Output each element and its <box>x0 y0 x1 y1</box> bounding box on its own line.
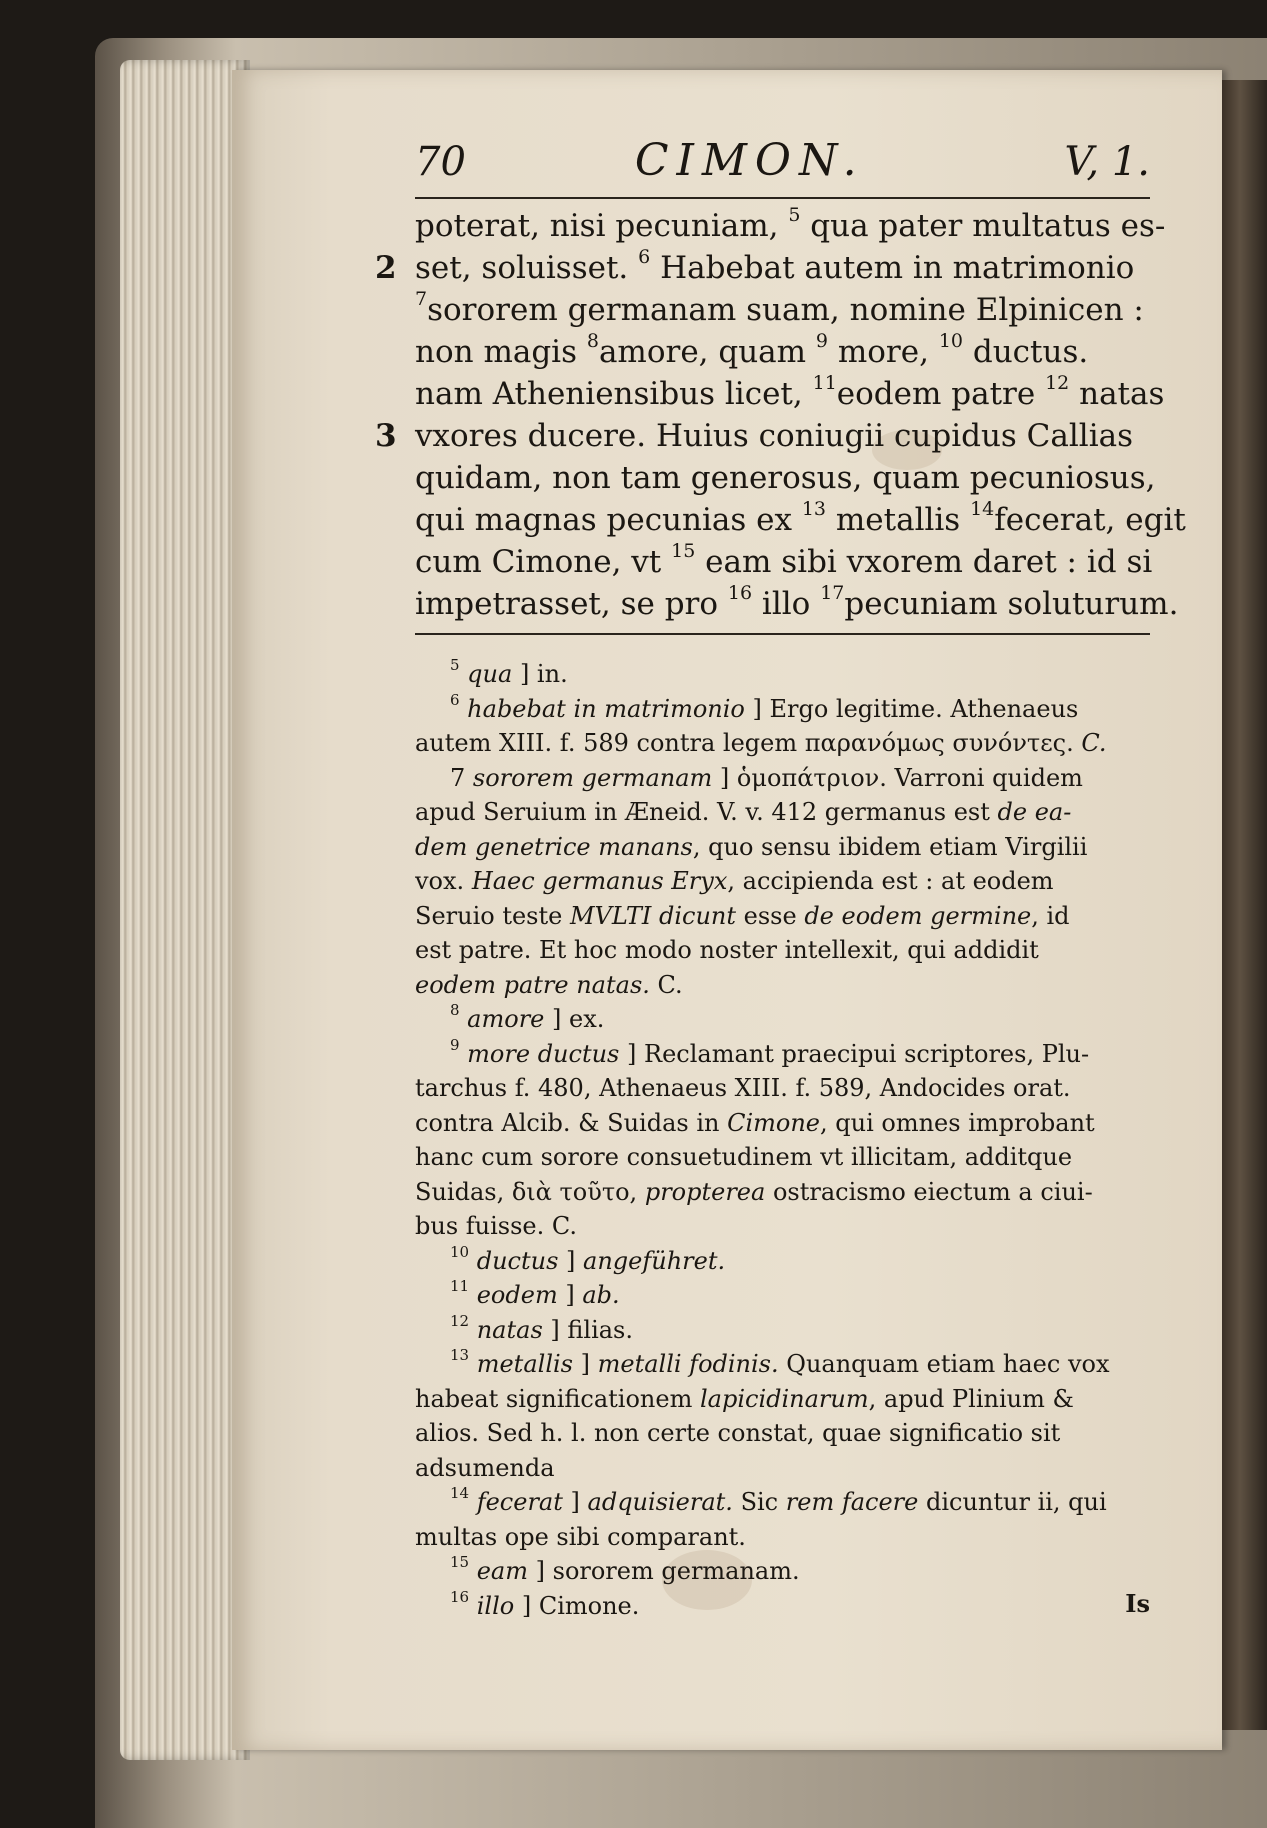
footnote-line <box>415 1209 1150 1244</box>
note-text: ] <box>562 1488 588 1516</box>
footnote-line <box>415 726 1150 761</box>
lemma-text: metalli fodinis. <box>597 1350 779 1378</box>
note-number: 10 <box>450 1243 470 1261</box>
note-text: multas ope sibi comparant. <box>415 1522 746 1551</box>
main-text <box>375 204 1186 625</box>
note-number: 16 <box>450 1588 470 1606</box>
note-text: alios. Sed h. l. non certe constat, quae significatio sit <box>415 1419 1061 1447</box>
lemma-text: Haec germanus Eryx <box>471 867 728 895</box>
note-marker: 11 <box>812 372 837 394</box>
footnote-line <box>415 1002 1150 1037</box>
footnote-line <box>415 1554 1150 1589</box>
lemma-text: propterea <box>644 1177 766 1206</box>
lemma-text: illo <box>469 1591 515 1620</box>
note-marker: 13 <box>801 498 827 520</box>
lemma-text: dem genetrice manans <box>415 832 693 861</box>
lemma-text: MVLTI dicunt <box>569 901 737 930</box>
text-line <box>375 246 1150 289</box>
text-segment: vxores ducere. Huius coniugii cupidus Callias <box>415 418 1134 454</box>
footnote-line <box>415 1313 1150 1348</box>
note-text: Seruio teste <box>415 901 570 930</box>
footnote-line <box>415 1071 1150 1106</box>
note-number: 5 <box>450 657 460 674</box>
lemma-text: de ea- <box>997 798 1072 826</box>
footnote-rule <box>415 633 1150 635</box>
footnotes <box>415 657 1150 1623</box>
note-text: Suidas, διὰ τοῦτο, <box>415 1177 645 1206</box>
text-segment: metallis <box>826 502 971 538</box>
note-text: ] <box>558 1246 584 1275</box>
note-text: ] Ergo legitime. Athenaeus <box>744 694 1079 723</box>
note-text: , apud Plinium & <box>868 1384 1074 1413</box>
lemma-text: Cimone <box>727 1108 820 1137</box>
note-text: ostracismo eiectum a ciui- <box>765 1177 1093 1206</box>
note-number: 14 <box>450 1485 470 1502</box>
footnote-line <box>415 795 1150 830</box>
page-content <box>375 135 1186 1623</box>
page-number: 70 <box>415 139 466 185</box>
note-text: , qui omnes improbant <box>820 1108 1095 1137</box>
note-marker: 5 <box>788 204 801 226</box>
footnote-line <box>415 692 1150 727</box>
note-marker: 7 <box>415 288 428 310</box>
footnote-line <box>415 968 1150 1003</box>
note-text: 7 <box>450 763 473 792</box>
footnote-line <box>415 899 1150 934</box>
note-text: ] ex. <box>544 1005 605 1033</box>
lemma-text: more ductus <box>459 1039 620 1068</box>
section-number: 2 <box>375 250 397 286</box>
text-segment: sororem germanam suam, nomine Elpinicen : <box>427 292 1144 328</box>
note-number: 13 <box>450 1347 470 1364</box>
footnote-line <box>415 1278 1150 1313</box>
note-text: autem XIII. f. 589 contra legem <box>415 729 805 757</box>
footnote-line <box>415 1347 1150 1382</box>
note-text: ] ὁμοπάτριον. Varroni quidem <box>712 763 1083 792</box>
text-segment: qui magnas pecunias ex <box>415 502 802 538</box>
note-text: παρανόμως συνόντες. <box>804 729 1074 757</box>
text-segment: impetrasset, se pro <box>415 586 728 622</box>
lemma-text: metallis <box>469 1350 573 1378</box>
lemma-text: rem facere <box>785 1488 919 1516</box>
header-rule <box>415 197 1150 199</box>
note-marker: 9 <box>815 330 829 352</box>
note-text: est patre. Et hoc modo noster intellexit, qui addidit <box>415 936 1039 964</box>
note-text: ] Reclamant praecipui scriptores, Plu- <box>619 1039 1090 1068</box>
text-segment: illo <box>752 586 821 622</box>
lemma-text: amore <box>459 1005 545 1033</box>
note-number: 9 <box>450 1036 460 1054</box>
text-segment: Habebat autem in matrimonio <box>650 250 1135 286</box>
note-text: ] sororem germanam. <box>528 1557 800 1585</box>
footnote-line <box>415 830 1150 865</box>
note-text: ] filias. <box>542 1315 633 1344</box>
footnote-line <box>415 1037 1150 1072</box>
text-segment: ductus. <box>963 334 1089 370</box>
footnote-line <box>415 933 1150 968</box>
note-text: ] <box>557 1281 583 1309</box>
note-text: , quo sensu ibidem etiam Virgilii <box>692 832 1088 861</box>
note-number: 8 <box>450 1002 460 1019</box>
footnote-line <box>415 1451 1150 1486</box>
footnote-line <box>415 1520 1150 1555</box>
text-line <box>415 289 1150 331</box>
lemma-text: eodem patre natas. <box>415 970 650 999</box>
note-number: 12 <box>450 1312 470 1330</box>
text-segment: more, <box>828 334 939 370</box>
text-segment: quidam, non tam generosus, quam pecuniosus, <box>415 460 1156 496</box>
lemma-text: adquisierat. <box>587 1488 733 1516</box>
text-segment: poterat, nisi pecuniam, <box>415 208 789 244</box>
note-number: 15 <box>450 1554 470 1571</box>
text-segment: nam Atheniensibus licet, <box>415 376 813 412</box>
note-text: tarchus f. 480, Athenaeus XIII. f. 589, Andocides orat. <box>415 1074 1071 1102</box>
note-number: 6 <box>450 691 460 709</box>
note-marker: 14 <box>970 498 995 520</box>
text-line <box>375 415 1150 457</box>
note-text: vox. <box>415 867 472 895</box>
text-segment: amore, quam <box>598 334 816 370</box>
footnote-line <box>415 1244 1150 1279</box>
lemma-text: qua <box>459 660 513 688</box>
lemma-text: C. <box>1073 729 1107 757</box>
note-text: dicuntur ii, qui <box>918 1488 1107 1516</box>
text-segment: set, soluisset. <box>415 250 639 286</box>
footnote-line <box>415 1416 1150 1451</box>
footnote-line <box>415 864 1150 899</box>
note-text: Sic <box>732 1488 786 1516</box>
catchword: Is <box>1125 1589 1150 1618</box>
text-segment: pecuniam soluturum. <box>844 586 1179 622</box>
text-line <box>415 582 1179 625</box>
footnote-line <box>415 1382 1150 1417</box>
facing-page-edge <box>1222 80 1267 1730</box>
note-marker: 8 <box>586 330 599 352</box>
lemma-text: angeführet. <box>583 1246 726 1275</box>
footnote-line <box>415 657 1150 692</box>
note-number: 11 <box>450 1278 470 1295</box>
note-marker: 16 <box>727 582 753 604</box>
note-marker: 15 <box>671 540 696 562</box>
text-line <box>415 372 1165 415</box>
lemma-text: habebat in matrimonio <box>459 694 745 723</box>
text-segment: fecerat, egit <box>994 502 1186 538</box>
text-segment: non magis <box>415 334 587 370</box>
note-text: ] in. <box>512 660 568 688</box>
text-segment: eodem patre <box>836 376 1046 412</box>
note-marker: 17 <box>820 582 845 604</box>
footnote-line <box>415 1140 1150 1175</box>
lemma-text: ductus <box>469 1246 559 1275</box>
text-segment: qua pater multatus es- <box>800 208 1166 244</box>
note-text: , id <box>1031 901 1070 930</box>
note-text: bus fuisse. C. <box>415 1212 578 1240</box>
lemma-text: fecerat <box>469 1488 563 1516</box>
lemma-text: eodem <box>469 1281 558 1309</box>
text-segment: cum Cimone, vt <box>415 544 672 580</box>
note-text: C. <box>649 970 683 999</box>
lemma-text: natas <box>469 1315 543 1344</box>
footnote-line <box>415 1106 1150 1141</box>
note-text: esse <box>736 901 805 930</box>
note-text: habeat significationem <box>415 1384 700 1413</box>
note-text: ] <box>572 1350 598 1378</box>
section-number: 3 <box>375 418 397 454</box>
footnote-line <box>415 1589 1150 1624</box>
note-text: contra Alcib. & Suidas in <box>415 1108 728 1137</box>
text-line <box>415 540 1153 583</box>
lemma-text: sororem germanam <box>472 763 713 792</box>
footnote-line <box>415 1485 1150 1520</box>
note-text: apud Seruium in Æneid. V. v. 412 germanus est <box>415 798 998 826</box>
note-text: ] Cimone. <box>514 1591 640 1620</box>
note-marker: 6 <box>638 246 651 268</box>
chapter-reference: V, 1. <box>1064 139 1150 185</box>
text-segment: eam sibi vxorem daret : id si <box>695 544 1153 580</box>
note-text: adsumenda <box>415 1453 555 1482</box>
running-title: CIMON. <box>634 135 865 186</box>
note-text: Quanquam etiam haec vox <box>778 1350 1110 1378</box>
text-line <box>415 498 1186 541</box>
note-marker: 10 <box>938 330 963 352</box>
running-header <box>415 135 1150 187</box>
text-line <box>415 331 1150 373</box>
text-line <box>415 457 1156 499</box>
note-marker: 12 <box>1045 372 1070 394</box>
lemma-text: ab. <box>582 1281 620 1309</box>
lemma-text: lapicidinarum <box>699 1384 869 1413</box>
lemma-text: eam <box>469 1557 528 1585</box>
text-line <box>415 204 1166 247</box>
text-segment: natas <box>1069 376 1165 412</box>
note-text: hanc cum sorore consuetudinem vt illicitam, additque <box>415 1143 1073 1171</box>
note-text: , accipienda est : at eodem <box>727 867 1054 895</box>
footnote-line <box>415 761 1150 796</box>
page-edges <box>120 60 250 1760</box>
footnote-line <box>415 1175 1150 1210</box>
lemma-text: de eodem germine <box>804 901 1032 930</box>
